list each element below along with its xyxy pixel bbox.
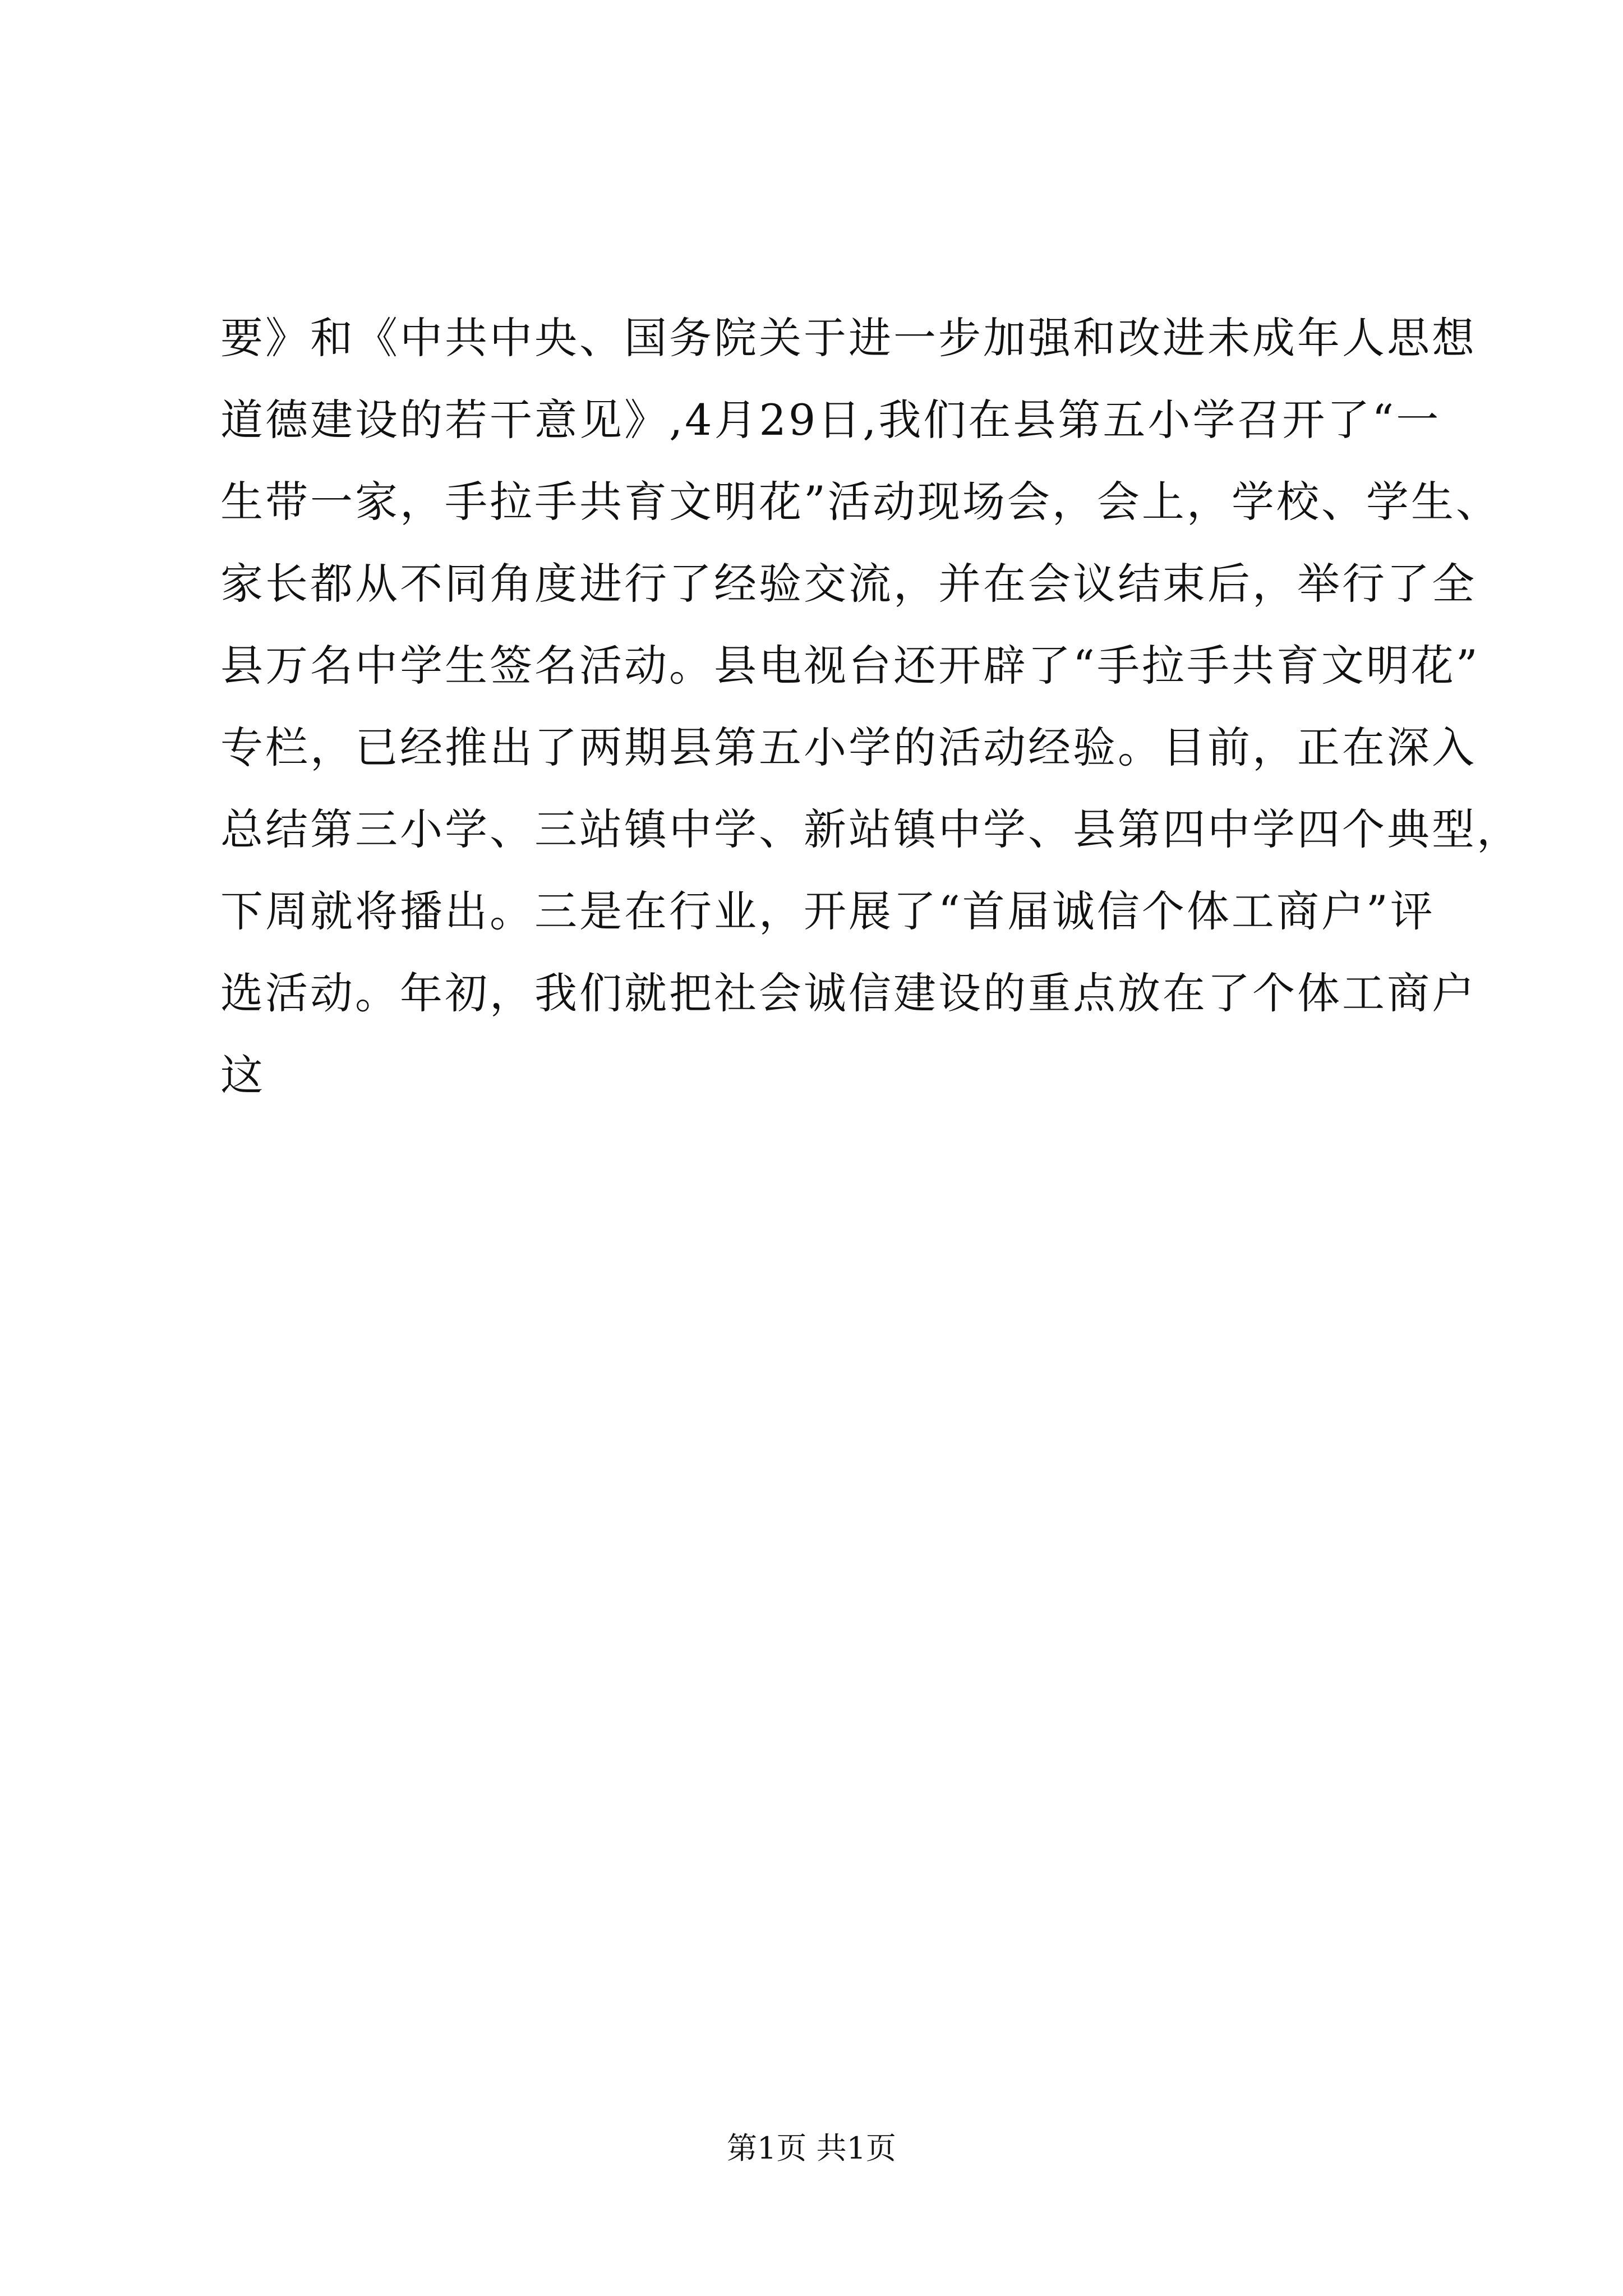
text-line: 道德建设的若干意见》,4月29日,我们在县第五小学召开了“一 bbox=[220, 395, 1441, 445]
text-line: 要》和《中共中央、国务院关于进一步加强和改进未成年人思想 bbox=[220, 313, 1477, 363]
text-line: 下周就将播出。三是在行业，开展了“首届诚信个体工商户”评 bbox=[220, 886, 1435, 936]
body-text bbox=[220, 297, 1521, 1116]
text-line: 生带一家，手拉手共育文明花”活动现场会，会上，学校、学生、 bbox=[220, 477, 1501, 527]
text-line: 县万名中学生签名活动。县电视台还开辟了“手拉手共育文明花” bbox=[220, 641, 1480, 691]
text-line: 选活动。年初，我们就把社会诚信建设的重点放在了个体工商户 bbox=[220, 968, 1477, 1018]
text-line: 总结第三小学、三站镇中学、新站镇中学、县第四中学四个典型， bbox=[220, 804, 1521, 854]
text-line: 家长都从不同角度进行了经验交流，并在会议结束后，举行了全 bbox=[220, 559, 1477, 609]
page-footer: 第1页 共1页 bbox=[727, 2131, 896, 2166]
text-line: 这 bbox=[220, 1050, 265, 1100]
text-line: 专栏，已经推出了两期县第五小学的活动经验。目前，正在深入 bbox=[220, 723, 1477, 772]
